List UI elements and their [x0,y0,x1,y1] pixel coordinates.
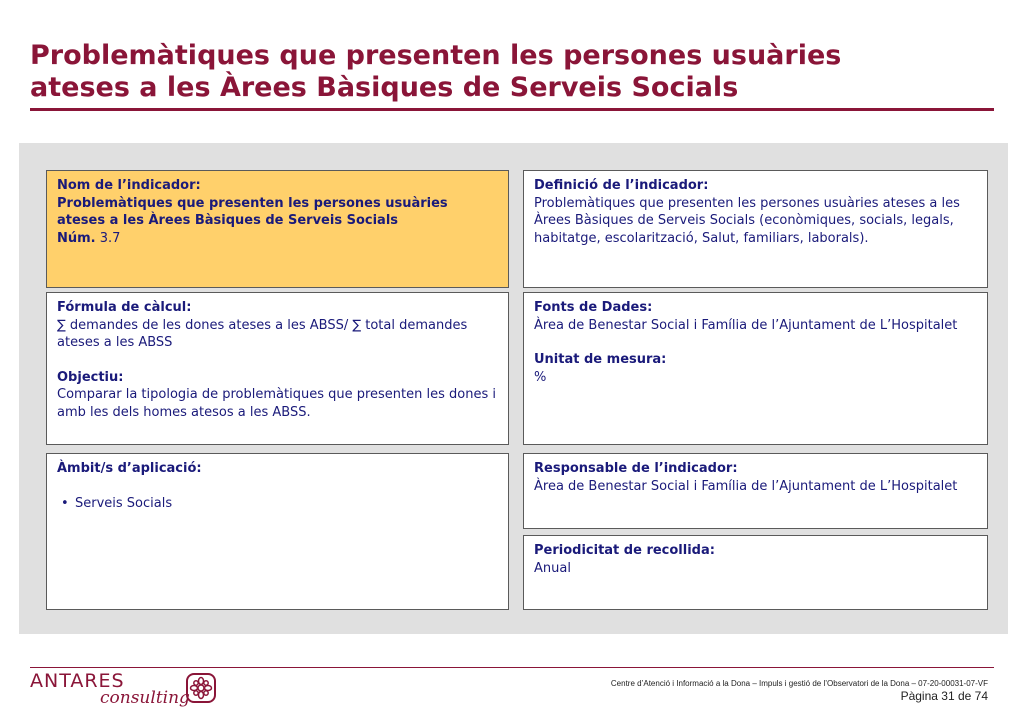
title-line-2: ateses a les Àrees Bàsiques de Serveis Socials [30,72,739,103]
indicator-name-heading: Nom de l’indicador: [57,178,201,193]
periodicity-value: Anual [534,560,571,576]
logo-wordmark: ANTARES [30,670,125,692]
objective-text: Comparar la tipologia de problemàtiques que presenten les dones i amb les dels homes atesos a les ABSS. [57,387,496,420]
page-title [30,40,990,104]
scope-heading: Àmbit/s d’aplicació: [57,461,202,476]
formula-heading: Fórmula de càlcul: [57,300,192,315]
data-sources-text: Àrea de Benestar Social i Família de l’Ajuntament de L’Hospitalet [534,317,958,333]
card-definition [523,170,988,288]
responsible-heading: Responsable de l’indicador: [534,461,738,476]
formula-text: ∑ demandes de les dones ateses a les ABSS/ ∑ total demandes ateses a les ABSS [57,317,468,350]
card-indicator-name [46,170,509,288]
logo-flower-icon [186,673,216,703]
objective-heading: Objectiu: [57,369,124,385]
indicator-name-line-2: ateses a les Àrees Bàsiques de Serveis Socials [57,213,399,228]
periodicity-heading: Periodicitat de recollida: [534,543,715,558]
scope-list-item [57,495,498,513]
bullet-icon: • [61,495,69,511]
indicator-number-value: 3.7 [99,230,121,246]
scope-item-label: Serveis Socials [75,495,173,511]
title-line-1: Problemàtiques que presenten les persones usuàries [30,40,842,71]
logo-subtitle: consulting [100,688,190,708]
indicator-number-label: Núm. [57,230,96,246]
card-scope [46,453,509,610]
card-data-sources [523,292,988,445]
indicator-name-line-1: Problemàtiques que presenten les persones usuàries [57,195,448,211]
title-divider [30,108,994,111]
indicator-number [57,230,498,248]
card-responsible [523,453,988,529]
definition-text: Problemàtiques que presenten les persones usuàries ateses a les Àrees Bàsiques de Serveis Socials (econòmiques, socials, legals, habitatge, escolarització, Salut, familiars, laborals). [534,195,960,246]
unit-heading: Unitat de mesura: [534,352,667,367]
footer-document-info: Centre d’Atenció i Informació a la Dona – Impuls i gestió de l’Observatori de la Dona – 07-20-00031-07-VF [610,679,988,688]
data-sources-heading: Fonts de Dades: [534,300,653,315]
responsible-text: Àrea de Benestar Social i Família de l’Ajuntament de L’Hospitalet [534,478,958,494]
definition-heading: Definició de l’indicador: [534,178,709,193]
footer-divider [30,667,994,668]
unit-value: % [534,369,547,385]
page-number: Pàgina 31 de 74 [900,689,988,703]
card-formula [46,292,509,445]
card-periodicity [523,535,988,610]
